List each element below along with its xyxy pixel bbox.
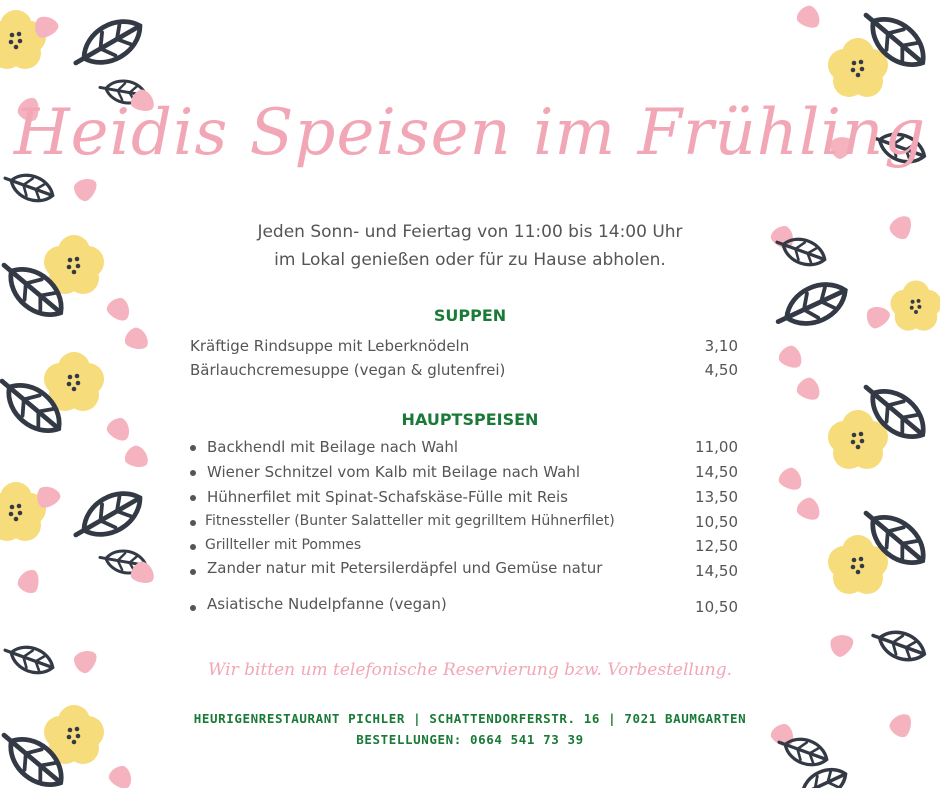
menu-item-name: Grillteller mit Pommes (205, 537, 362, 553)
footer-address: HEURIGENRESTAURANT PICHLER | SCHATTENDORFERSTR. 16 | 7021 BAUMGARTEN (193, 711, 747, 726)
page-title: Heidis Speisen im Frühling (13, 96, 927, 170)
dark-leaf-icon (1, 167, 57, 206)
bullet-icon (190, 569, 196, 575)
section-heading-hauptspeisen: HAUPTSPEISEN (401, 410, 539, 429)
bullet-icon (190, 544, 196, 550)
menu-item-price: 11,00 (695, 438, 738, 456)
pink-petal-icon (830, 635, 853, 657)
pink-petal-icon (794, 3, 822, 32)
menu-item-price: 14,50 (695, 562, 738, 580)
menu-item-hauptspeise (190, 537, 738, 557)
footer-phone: BESTELLUNGEN: 0664 541 73 39 (356, 732, 584, 747)
menu-item-price: 14,50 (695, 463, 738, 481)
pink-petal-icon (107, 765, 133, 788)
menu-item-hauptspeise (190, 438, 738, 458)
menu-item-name: Backhendl mit Beilage nach Wahl (207, 438, 459, 456)
menu-item-suppe (190, 337, 738, 357)
bullet-icon (190, 605, 196, 611)
menu-item-price: 3,10 (704, 337, 738, 355)
bullet-icon (190, 520, 196, 526)
dark-leaf-icon (791, 763, 851, 788)
menu-item-price: 12,50 (695, 537, 738, 555)
menu-item-price: 10,50 (695, 513, 738, 531)
menu-item-suppe (190, 361, 738, 381)
menu-item-hauptspeise (190, 463, 738, 483)
menu-item-name: Fitnessteller (Bunter Salatteller mit gegrilltem Hühnerfilet) (205, 513, 615, 529)
menu-item-price: 13,50 (695, 488, 738, 506)
intro-text (0, 218, 940, 274)
menu-item-name: Wiener Schnitzel vom Kalb mit Beilage nach Wahl (207, 463, 581, 481)
pink-petal-icon (121, 325, 151, 356)
menu-item-name: Zander natur mit Petersilerdäpfel und Gemüse natur (207, 559, 603, 577)
menu-item-hauptspeise (190, 559, 738, 582)
bullet-icon (190, 470, 196, 476)
reservation-note: Wir bitten um telefonische Reservierung bzw. Vorbestellung. (207, 660, 733, 680)
pink-petal-icon (794, 375, 822, 404)
pink-petal-icon (776, 465, 804, 494)
pink-petal-icon (776, 343, 804, 372)
bullet-icon (190, 495, 196, 501)
menu-item-hauptspeise (190, 513, 738, 533)
pink-petal-icon (14, 566, 46, 597)
intro-line-2: im Lokal genießen oder für zu Hause abholen. (274, 250, 666, 270)
dark-leaf-icon (67, 11, 148, 78)
menu-item-price: 10,50 (695, 598, 738, 616)
menu-item-price: 4,50 (704, 361, 738, 379)
intro-line-1: Jeden Sonn- und Feiertag von 11:00 bis 14:00 Uhr (257, 222, 683, 242)
pink-petal-icon (73, 177, 99, 203)
pink-petal-icon (794, 495, 822, 524)
section-heading-suppen: SUPPEN (433, 306, 507, 325)
menu-item-name: Bärlauchcremesuppe (vegan & glutenfrei) (190, 361, 506, 379)
menu-item-name: Kräftige Rindsuppe mit Leberknödeln (190, 337, 470, 355)
menu-item-hauptspeise (190, 595, 738, 618)
menu-item-name: Asiatische Nudelpfanne (vegan) (207, 595, 447, 613)
bullet-icon (190, 445, 196, 451)
menu-item-name: Hühnerfilet mit Spinat-Schafskäse-Fülle mit Reis (207, 488, 568, 506)
dark-leaf-icon (67, 483, 148, 550)
menu-item-hauptspeise (190, 488, 738, 508)
pink-petal-icon (121, 443, 151, 474)
